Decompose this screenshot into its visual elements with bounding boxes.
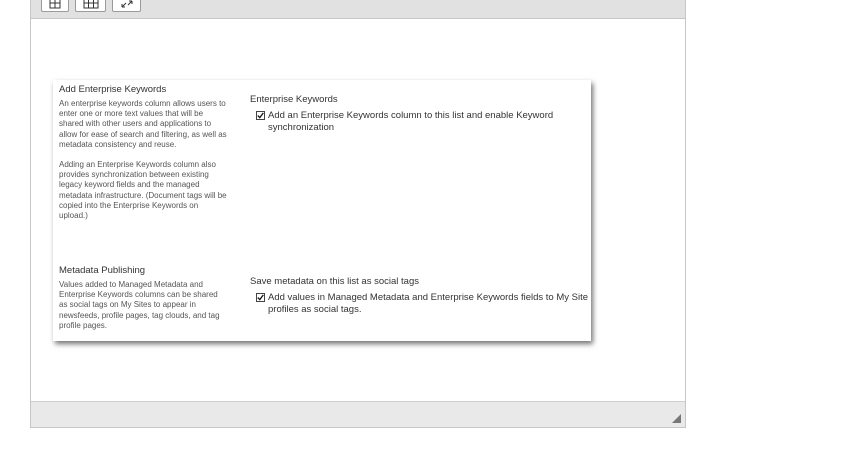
insert-row-button[interactable] [41,0,69,12]
publishing-checkbox-label[interactable]: Add values in Managed Metadata and Enterprise Keywords fields to My Site profiles as social tags. [268,292,589,315]
keywords-field-label: Enterprise Keywords [250,94,338,105]
publishing-field [250,276,590,316]
expand-icon [120,0,134,9]
publishing-field-label: Save metadata on this list as social tags [250,276,419,287]
table-icon [83,0,99,9]
publishing-heading: Metadata Publishing [59,265,146,276]
keywords-description-2: Adding an Enterprise Keywords column also provides synchronization between existing legacy keyword fields and the managed metadata infrastructure. (Document tags will be copied into the Enterprise Keywords on upload.) [59,160,227,221]
publishing-checkbox-row[interactable] [250,292,590,316]
resize-grip-icon[interactable] [672,414,681,423]
publishing-description: Values added to Managed Metadata and Enterprise Keywords columns can be shared as social tags on My Sites to appear in newsfeeds, profile pages, tag clouds, and tag profile pages. [59,280,220,330]
publishing-section-description [59,265,227,331]
editor-statusbar [31,401,685,427]
keywords-description-1: An enterprise keywords column allows users to enter one or more text values that will be shared with other users and applications to allow for ease of search and filtering, as well as metadata consistency and reuse. [59,99,227,149]
editor-toolbar [31,0,685,19]
checkmark-icon [257,112,264,119]
keywords-checkbox-row[interactable] [250,110,590,134]
keywords-field [250,94,590,134]
expand-button[interactable] [112,0,141,12]
insert-row-icon [48,0,62,9]
publishing-checkbox[interactable] [256,293,265,302]
keywords-section-description [59,84,227,221]
table-button[interactable] [75,0,106,12]
keywords-checkbox[interactable] [256,111,265,120]
keywords-checkbox-label[interactable]: Add an Enterprise Keywords column to this list and enable Keyword synchronization [268,110,554,133]
settings-panel [53,80,591,341]
checkmark-icon [257,294,264,301]
keywords-heading: Add Enterprise Keywords [59,84,167,95]
